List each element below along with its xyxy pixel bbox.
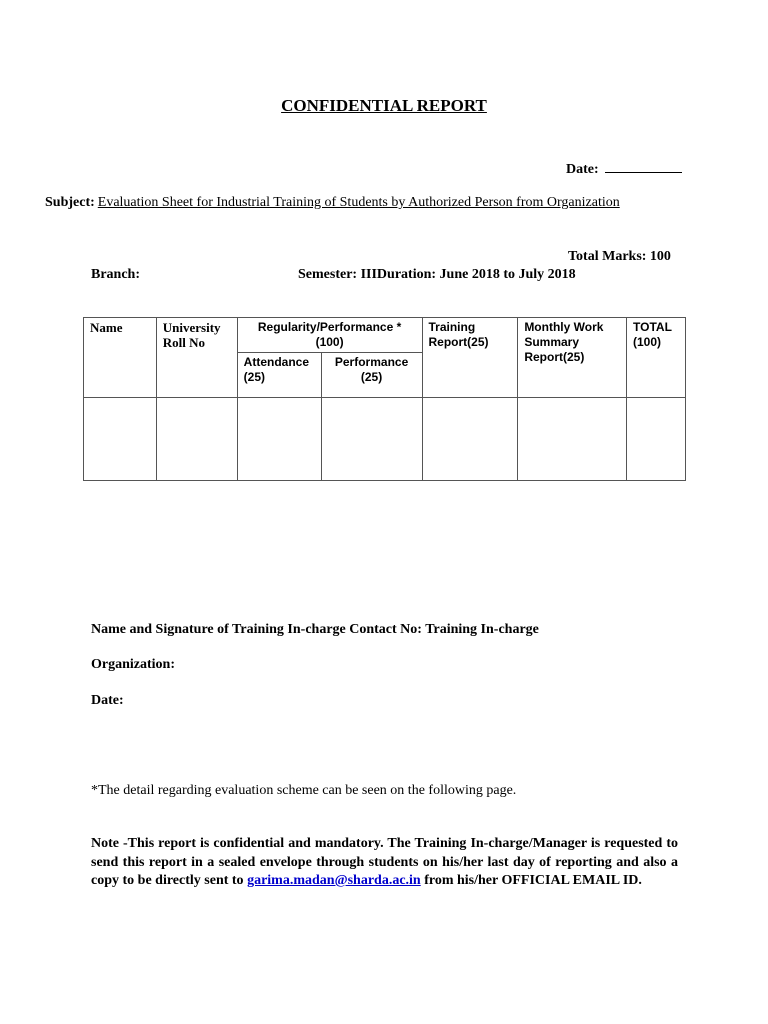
cell-name[interactable]: [84, 398, 157, 481]
subject-label: Subject:: [45, 195, 95, 210]
subject-line: [45, 195, 620, 211]
header-total: TOTAL (100): [627, 318, 686, 398]
note-text-before: Note -This report is confidential and mandatory. The Training In-charge/Manager is requested to send this report in a sealed envelope through students on his/her last day of reporting and also a copy to be directly sent to: [91, 836, 678, 888]
cell-total[interactable]: [627, 398, 686, 481]
semester-duration: Semester: IIIDuration: June 2018 to July 2018: [298, 267, 576, 282]
note-text-after: from his/her OFFICIAL EMAIL ID.: [420, 873, 642, 888]
email-link[interactable]: garima.madan@sharda.ac.in: [247, 873, 421, 888]
date-field: [566, 160, 682, 178]
header-attendance: Attendance (25): [237, 353, 321, 398]
table-header-row: [84, 318, 686, 353]
signature-date-label: Date:: [91, 693, 124, 708]
header-roll-no: University Roll No: [156, 318, 237, 398]
header-monthly-report: Monthly Work Summary Report(25): [518, 318, 627, 398]
cell-performance[interactable]: [321, 398, 422, 481]
table-row: [84, 398, 686, 481]
evaluation-table: [83, 317, 686, 481]
header-performance: Performance (25): [321, 353, 422, 398]
date-blank-line[interactable]: [605, 160, 682, 173]
cell-attendance[interactable]: [237, 398, 321, 481]
confidential-note: [91, 835, 678, 891]
organization-label: Organization:: [91, 657, 175, 672]
header-name: Name: [84, 318, 157, 398]
page-title: CONFIDENTIAL REPORT: [281, 96, 487, 115]
branch-label: Branch:: [91, 267, 140, 282]
cell-roll-no[interactable]: [156, 398, 237, 481]
date-label: Date:: [566, 162, 599, 177]
subject-text: Evaluation Sheet for Industrial Training of Students by Authorized Person from Organization: [97, 195, 620, 210]
cell-monthly-report[interactable]: [518, 398, 627, 481]
evaluation-scheme-note: *The detail regarding evaluation scheme can be seen on the following page.: [91, 783, 517, 798]
header-regularity: Regularity/Performance * (100): [237, 318, 422, 353]
header-training-report: Training Report(25): [422, 318, 518, 398]
total-marks: Total Marks: 100: [568, 249, 671, 264]
signature-line: Name and Signature of Training In-charge Contact No: Training In-charge: [91, 622, 539, 637]
cell-training-report[interactable]: [422, 398, 518, 481]
